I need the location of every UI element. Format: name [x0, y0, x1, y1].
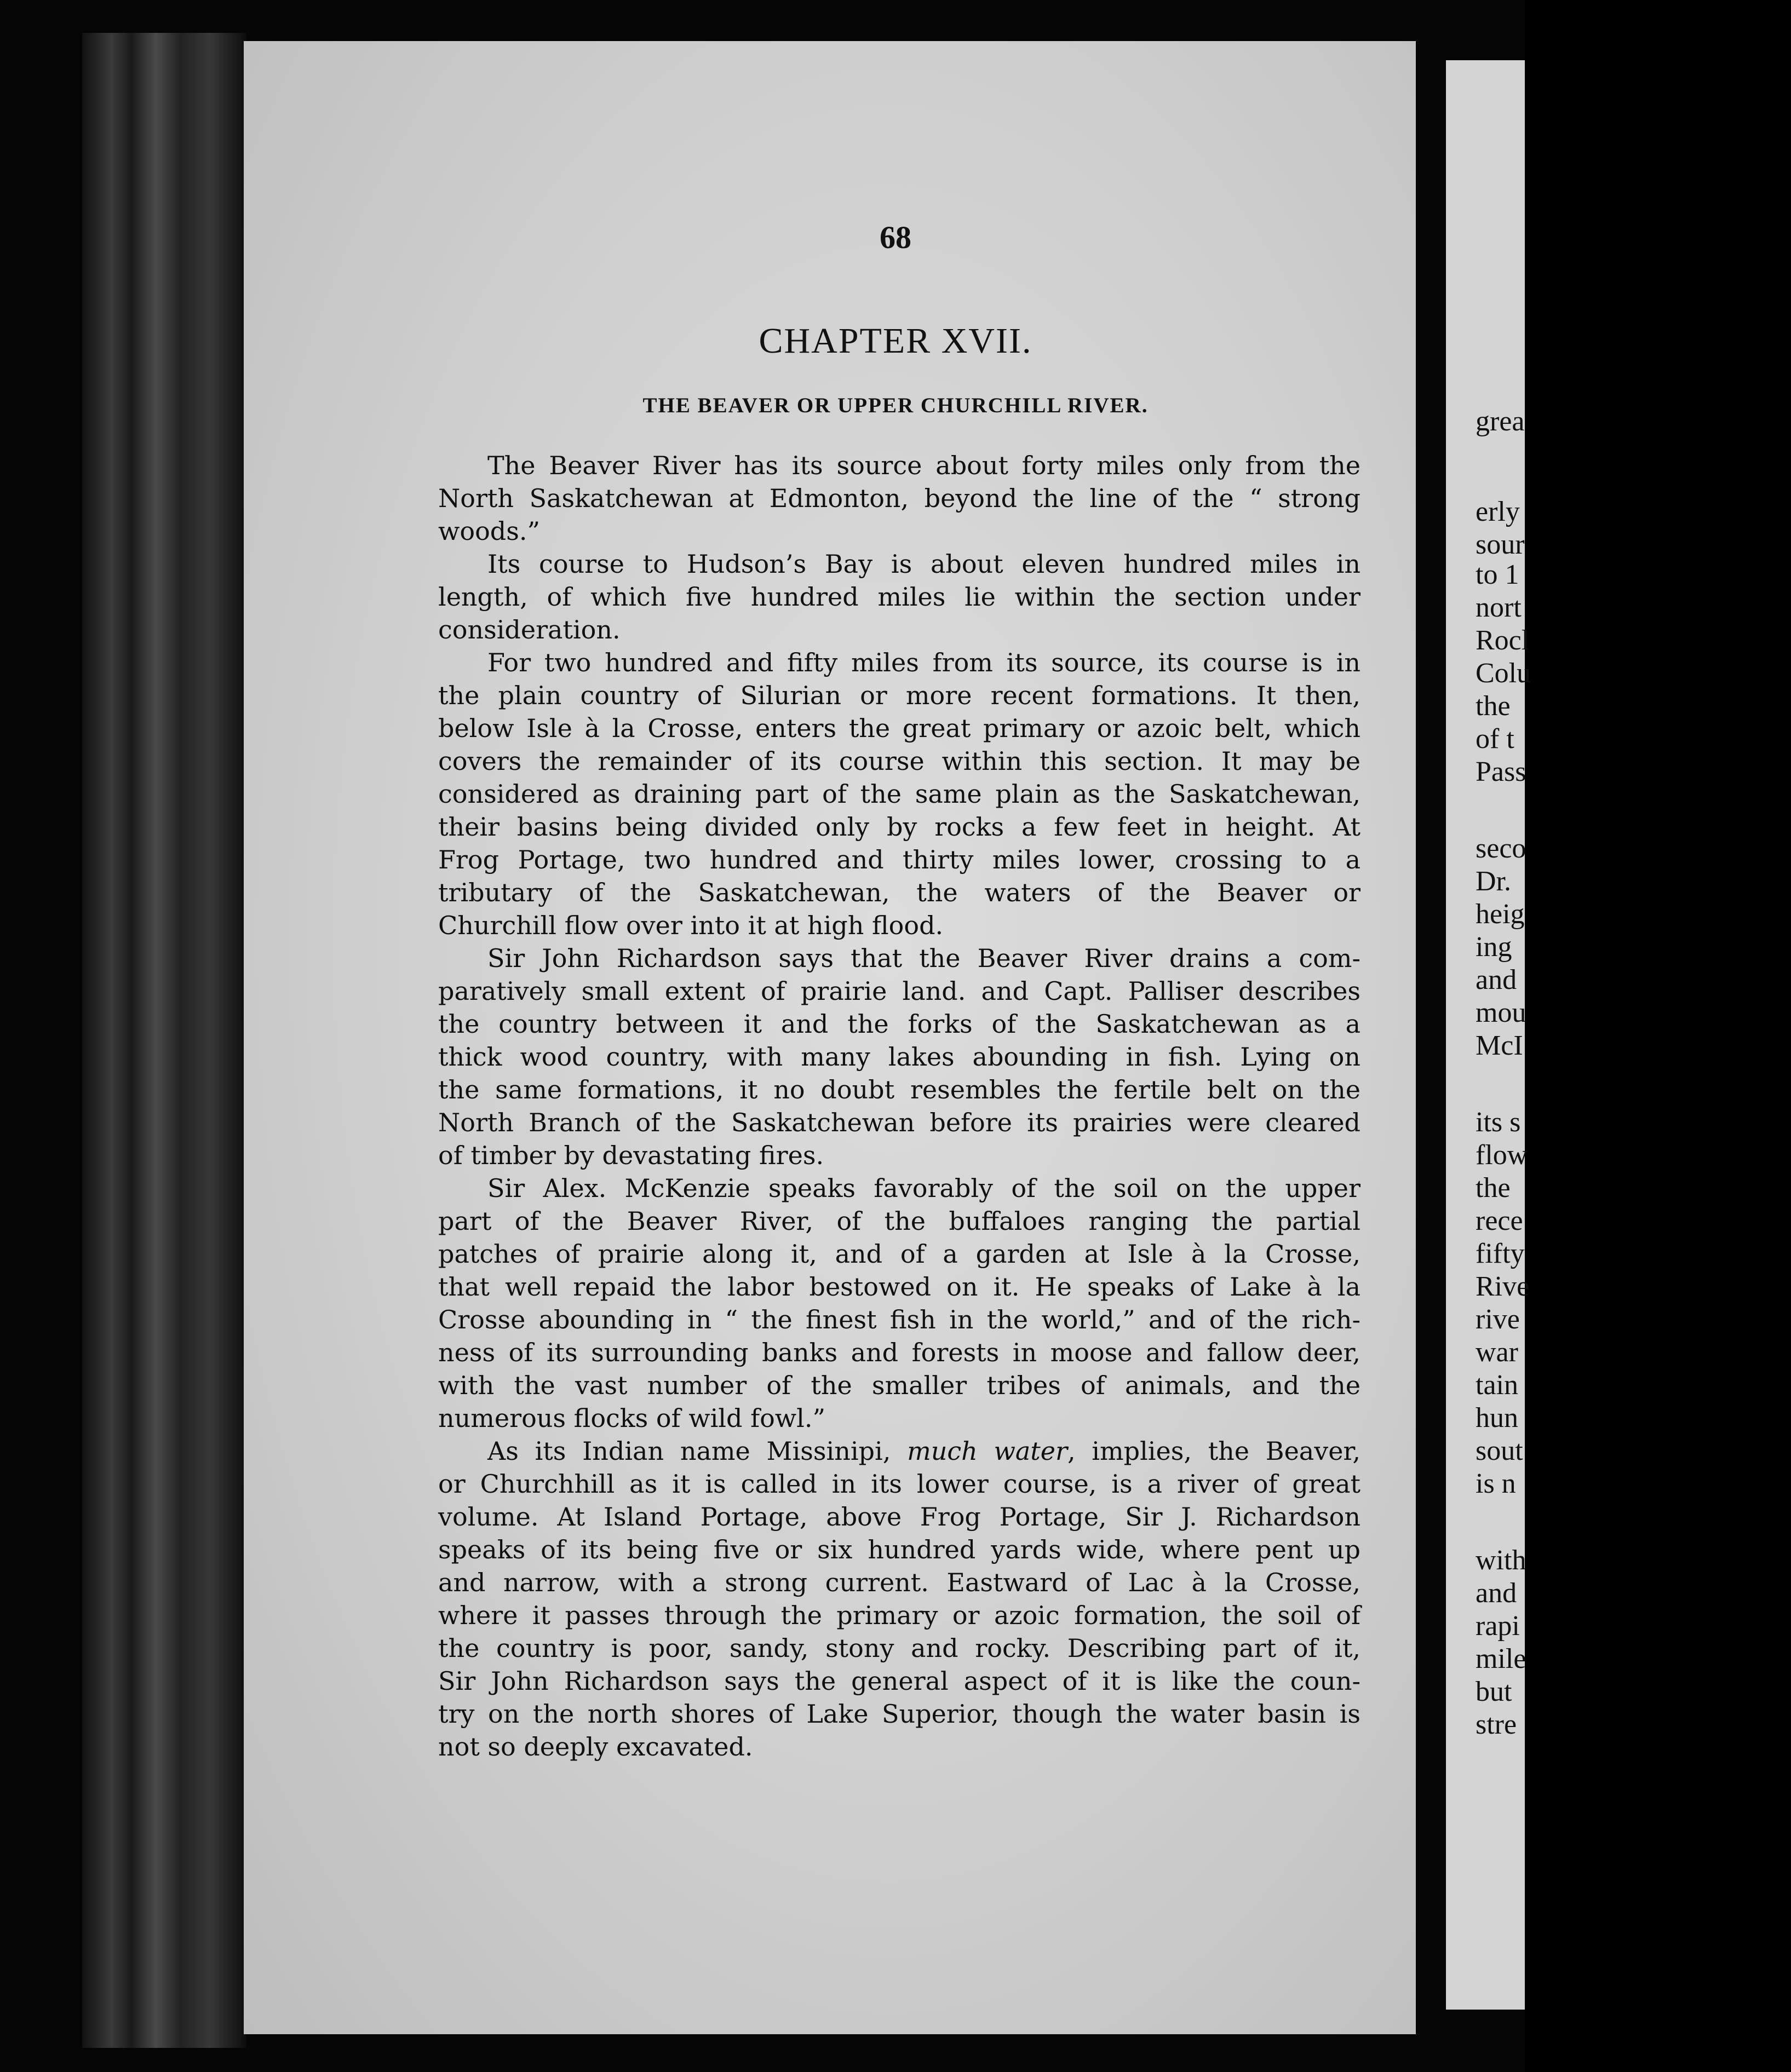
text-line: try on the north shores of Lake Superior, though the water basin is: [438, 1699, 1361, 1729]
adjacent-page-fragment: Dr.: [1476, 866, 1511, 897]
text-line: For two hundred and fifty miles from its source, its course is in: [487, 648, 1361, 677]
text-line: the plain country of Silurian or more recent formations. It then,: [438, 681, 1361, 710]
text-line: woods.”: [438, 516, 540, 546]
text-line: their basins being divided only by rocks a few feet in height. At: [438, 812, 1361, 842]
adjacent-page-fragment: nort: [1476, 592, 1522, 623]
adjacent-page-fragment: mou: [1476, 997, 1526, 1028]
adjacent-page-fragment: Colu: [1476, 658, 1531, 689]
adjacent-page-fragment: war: [1476, 1337, 1518, 1368]
adjacent-page-fragment: McI: [1476, 1030, 1523, 1061]
adjacent-page-fragment: grea: [1476, 406, 1525, 437]
text-line: and narrow, with a strong current. Eastward of Lac à la Crosse,: [438, 1568, 1361, 1597]
text-line: the same formations, it no doubt resembles the fertile belt on the: [438, 1075, 1361, 1104]
text-line: length, of which five hundred miles lie within the section under: [438, 582, 1361, 612]
text-line: below Isle à la Crosse, enters the great primary or azoic belt, which: [438, 713, 1361, 743]
text-line: covers the remainder of its course within this section. It may be: [438, 746, 1361, 776]
text-line: tributary of the Saskatchewan, the waters of the Beaver or: [438, 878, 1361, 907]
adjacent-page-fragment: Rocl: [1476, 625, 1530, 656]
adjacent-page-fragment: mile: [1476, 1643, 1526, 1674]
adjacent-page-fragment: rece: [1476, 1205, 1523, 1236]
adjacent-page-fragment: flow: [1476, 1139, 1528, 1171]
chapter-subtitle: THE BEAVER OR UPPER CHURCHILL RIVER.: [642, 394, 1149, 417]
adjacent-page-fragment: its s: [1476, 1107, 1521, 1138]
adjacent-page-fragment: sout: [1476, 1435, 1523, 1466]
text-line: that well repaid the labor bestowed on it. He speaks of Lake à la: [438, 1272, 1361, 1302]
text-line: volume. At Island Portage, above Frog Portage, Sir J. Richardson: [438, 1502, 1361, 1532]
text-line: with the vast number of the smaller tribes of animals, and the: [438, 1371, 1361, 1400]
text-line: Its course to Hudson’s Bay is about eleven hundred miles in: [487, 549, 1361, 579]
adjacent-page-fragment: to 1: [1476, 559, 1519, 590]
text-line: of timber by devastating fires.: [438, 1141, 824, 1170]
adjacent-page-fragment: seco: [1476, 833, 1526, 864]
text-line: North Branch of the Saskatchewan before its prairies were cleared: [438, 1108, 1361, 1137]
text-line: the country is poor, sandy, stony and rocky. Describing part of it,: [438, 1633, 1361, 1663]
adjacent-page-fragment: of t: [1476, 723, 1514, 755]
adjacent-page-fragment: stre: [1476, 1709, 1517, 1740]
text-line: As its Indian name Missinipi, much water, implies, the Beaver,: [487, 1436, 1361, 1466]
text-line: Frog Portage, two hundred and thirty miles lower, crossing to a: [438, 845, 1361, 874]
text-line: the country between it and the forks of the Saskatchewan as a: [438, 1009, 1361, 1039]
text-line: Crosse abounding in “ the finest fish in the world,” and of the rich-: [438, 1305, 1361, 1334]
text-line: speaks of its being five or six hundred yards wide, where pent up: [438, 1535, 1361, 1564]
adjacent-page-fragment: erly: [1476, 496, 1520, 527]
adjacent-page-fragment: the: [1476, 1172, 1511, 1204]
text-line: where it passes through the primary or azoic formation, the soil of: [438, 1601, 1361, 1630]
text-line: part of the Beaver River, of the buffaloes ranging the partial: [438, 1206, 1361, 1236]
adjacent-page-fragment: sour: [1476, 529, 1525, 560]
adjacent-page-fragment: tain: [1476, 1369, 1518, 1401]
page-number: 68: [880, 220, 911, 255]
text-line: considered as draining part of the same plain as the Saskatchewan,: [438, 779, 1361, 809]
adjacent-page-fragment: with: [1476, 1545, 1526, 1576]
adjacent-page-fragment: heig: [1476, 899, 1525, 930]
text-line: North Saskatchewan at Edmonton, beyond the line of the “ strong: [438, 484, 1361, 513]
adjacent-page-fragment: ing: [1476, 931, 1512, 963]
chapter-title: CHAPTER XVII.: [759, 321, 1032, 361]
text-line: Sir John Richardson says the general aspect of it is like the coun-: [438, 1666, 1361, 1696]
text-line: thick wood country, with many lakes abounding in fish. Lying on: [438, 1042, 1361, 1072]
text-line: Sir Alex. McKenzie speaks favorably of the soil on the upper: [487, 1173, 1361, 1203]
text-line: ness of its surrounding banks and forests in moose and fallow deer,: [438, 1338, 1361, 1367]
text-line: Churchill flow over into it at high flood.: [438, 911, 944, 940]
chapter-body: [438, 449, 1361, 1763]
adjacent-page-fragment: but: [1476, 1676, 1512, 1707]
adjacent-page-fragment: is n: [1476, 1468, 1516, 1499]
adjacent-page-fragment: rive: [1476, 1304, 1520, 1335]
adjacent-page-fragment: and: [1476, 1578, 1517, 1609]
adjacent-page-fragment: and: [1476, 964, 1517, 995]
adjacent-page-fragment: rapi: [1476, 1610, 1520, 1642]
text-line: The Beaver River has its source about forty miles only from the: [487, 451, 1361, 480]
adjacent-page-fragment: Pass: [1476, 756, 1526, 787]
text-line: or Churchhill as it is called in its lower course, is a river of great: [438, 1469, 1361, 1499]
text-line: Sir John Richardson says that the Beaver River drains a com-: [487, 943, 1361, 973]
adjacent-page-fragment: the: [1476, 690, 1511, 722]
text-line: consideration.: [438, 615, 621, 644]
text-line: not so deeply excavated.: [438, 1732, 753, 1762]
adjacent-page-fragment: hun: [1476, 1402, 1518, 1434]
adjacent-page-fragment: fifty: [1476, 1238, 1525, 1269]
text-line: numerous flocks of wild fowl.”: [438, 1403, 826, 1433]
text-line: paratively small extent of prairie land. and Capt. Palliser describes: [438, 976, 1361, 1006]
adjacent-page-fragment: Rive: [1476, 1271, 1530, 1302]
text-line: patches of prairie along it, and of a garden at Isle à la Crosse,: [438, 1239, 1361, 1269]
